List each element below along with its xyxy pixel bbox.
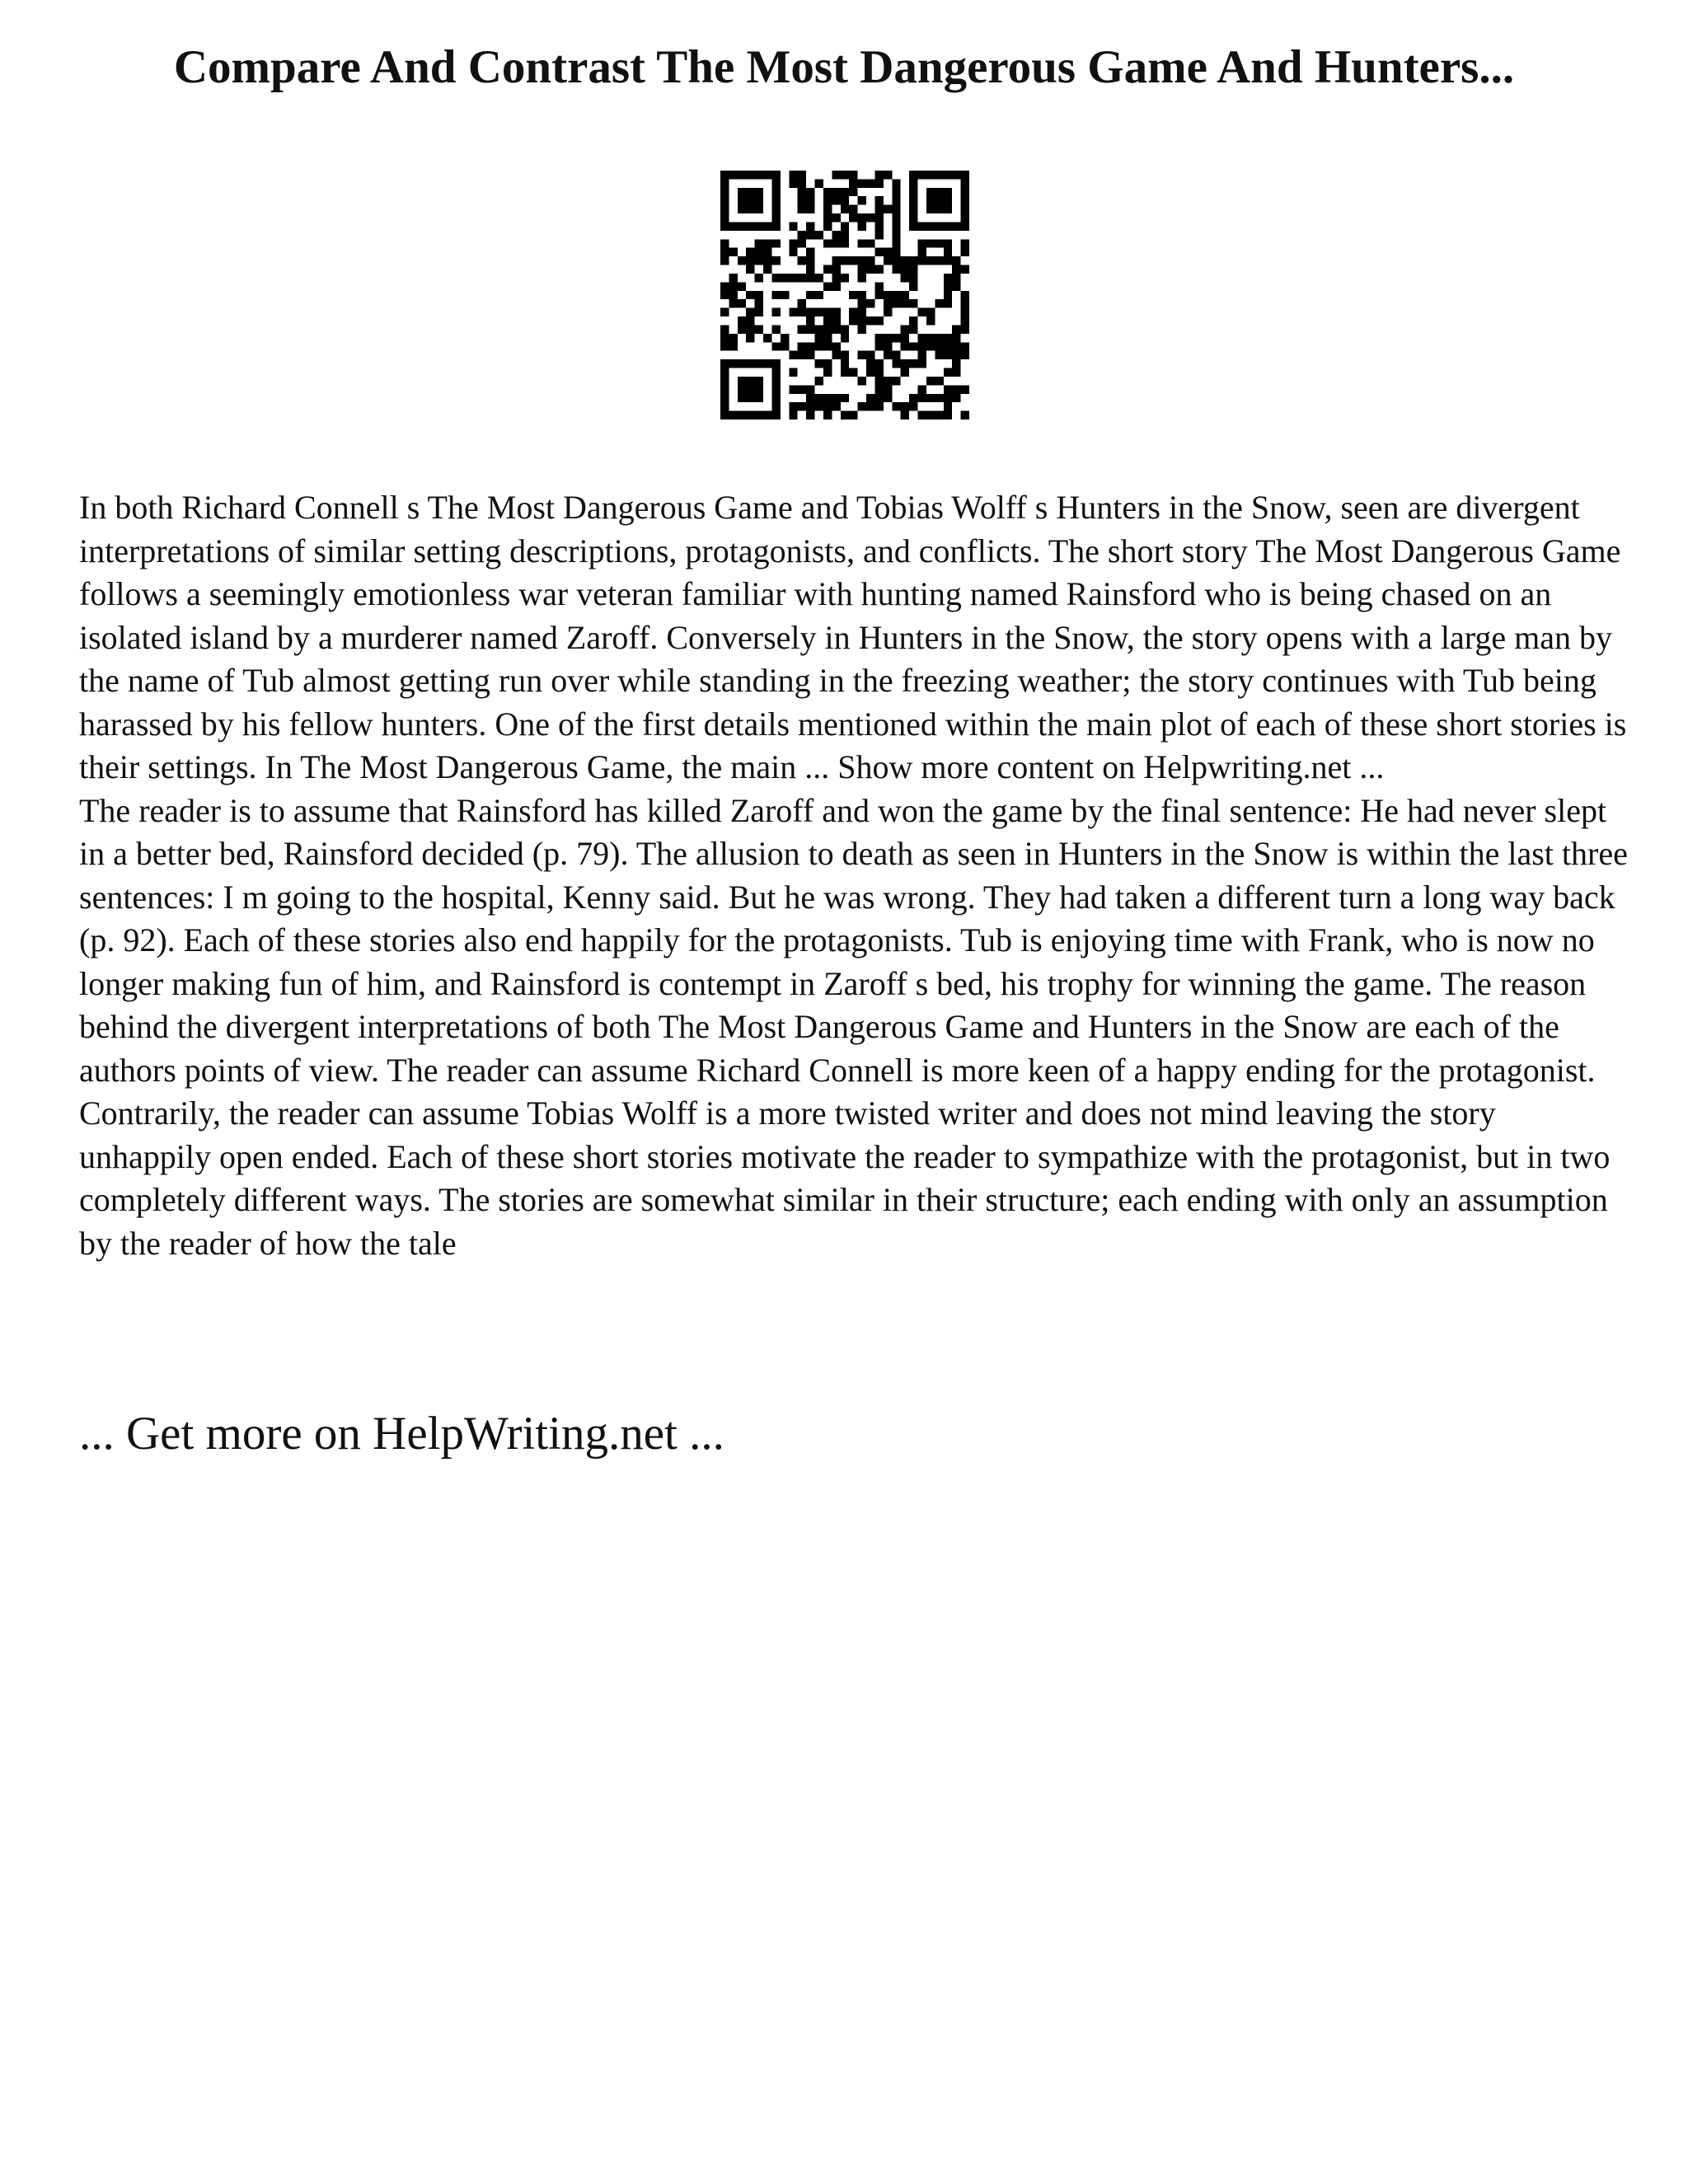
document-title: Compare And Contrast The Most Dangerous Game And Hunters... <box>173 41 1515 93</box>
essay-paragraph: The reader is to assume that Rainsford has killed Zaroff and won the game by the final sentence: He had never slept in a better bed, Rainsford decided (p. 79). The allusion to death as seen in Hunters in the Snow is within the last three sentences: I m going to the hospital, Kenny said. But he was wrong. They had taken a different turn a long way back (p. 92). Each of these stories also end happily for the protagonists. Tub is enjoying time with Frank, who is now no longer making fun of him, and Rainsford is contempt in Zaroff s bed, his trophy for winning the game. The reason behind the divergent interpretations of both The Most Dangerous Game and Hunters in the Snow are each of the authors points of view. The reader can assume Richard Connell is more keen of a happy ending for the protagonist. Contrarily, the reader can assume Tobias Wolff is a more twisted writer and does not mind leaving the story unhappily open ended. Each of these short stories motivate the reader to sympathize with the protagonist, but in two completely different ways. The stories are somewhat similar in their structure; each ending with only an assumption by the reader of how the tale <box>79 791 1628 1262</box>
essay-body <box>79 486 1629 1265</box>
qr-code-icon[interactable] <box>720 171 969 419</box>
get-more-link[interactable]: ... Get more on HelpWriting.net ... <box>79 1408 724 1460</box>
essay-paragraph: In both Richard Connell s The Most Dangerous Game and Tobias Wolff s Hunters in the Snow, seen are divergent interpretations of similar setting descriptions, protagonists, and conflicts. The short story The Most Dangerous Game follows a seemingly emotionless war veteran familiar with hunting named Rainsford who is being chased on an isolated island by a murderer named Zaroff. Conversely in Hunters in the Snow, the story opens with a large man by the name of Tub almost getting run over while standing in the freezing weather; the story continues with Tub being harassed by his fellow hunters. One of the first details mentioned within the main plot of each of these short stories is their settings. In The Most Dangerous Game, the main ... Show more content on Helpwriting.net ... <box>79 489 1627 785</box>
